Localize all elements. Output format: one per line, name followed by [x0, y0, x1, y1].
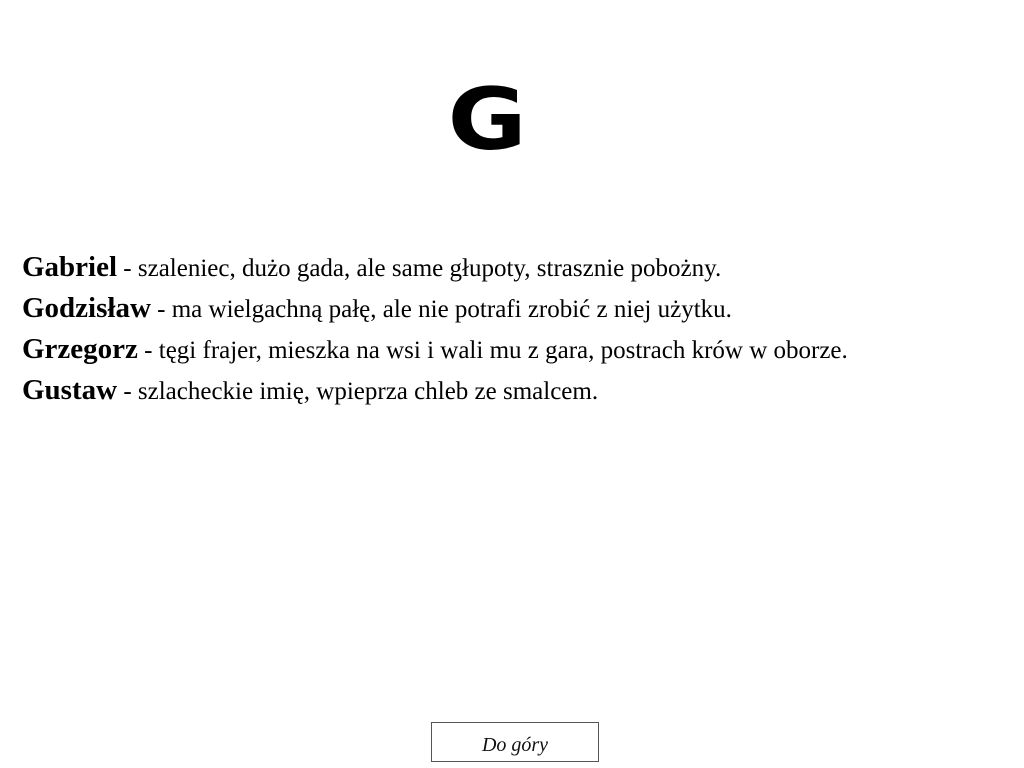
back-to-top-button[interactable]: Do góry: [431, 722, 599, 762]
entry-name: Grzegorz: [22, 333, 138, 365]
entry-description: tęgi frajer, mieszka na wsi i wali mu z gara, postrach krów w oborze.: [158, 337, 848, 364]
name-entry: [22, 329, 1022, 370]
entry-separator: -: [117, 255, 138, 282]
entry-separator: -: [117, 378, 138, 405]
name-entry: [22, 247, 1022, 288]
letter-heading: G: [447, 69, 525, 170]
entry-name: Godzisław: [22, 292, 151, 324]
entry-separator: -: [150, 296, 172, 323]
name-entry: [22, 370, 1022, 411]
entry-separator: -: [137, 337, 159, 364]
entry-description: szlacheckie imię, wpieprza chleb ze smalcem.: [137, 378, 599, 405]
name-entries-list: [22, 247, 1022, 411]
entry-name: Gabriel: [22, 251, 118, 283]
entry-description: szaleniec, dużo gada, ale same głupoty, strasznie pobożny.: [137, 255, 722, 282]
name-entry: [22, 288, 1022, 329]
entry-name: Gustaw: [22, 374, 118, 406]
entry-description: ma wielgachną pałę, ale nie potrafi zrobić z niej użytku.: [171, 296, 732, 323]
